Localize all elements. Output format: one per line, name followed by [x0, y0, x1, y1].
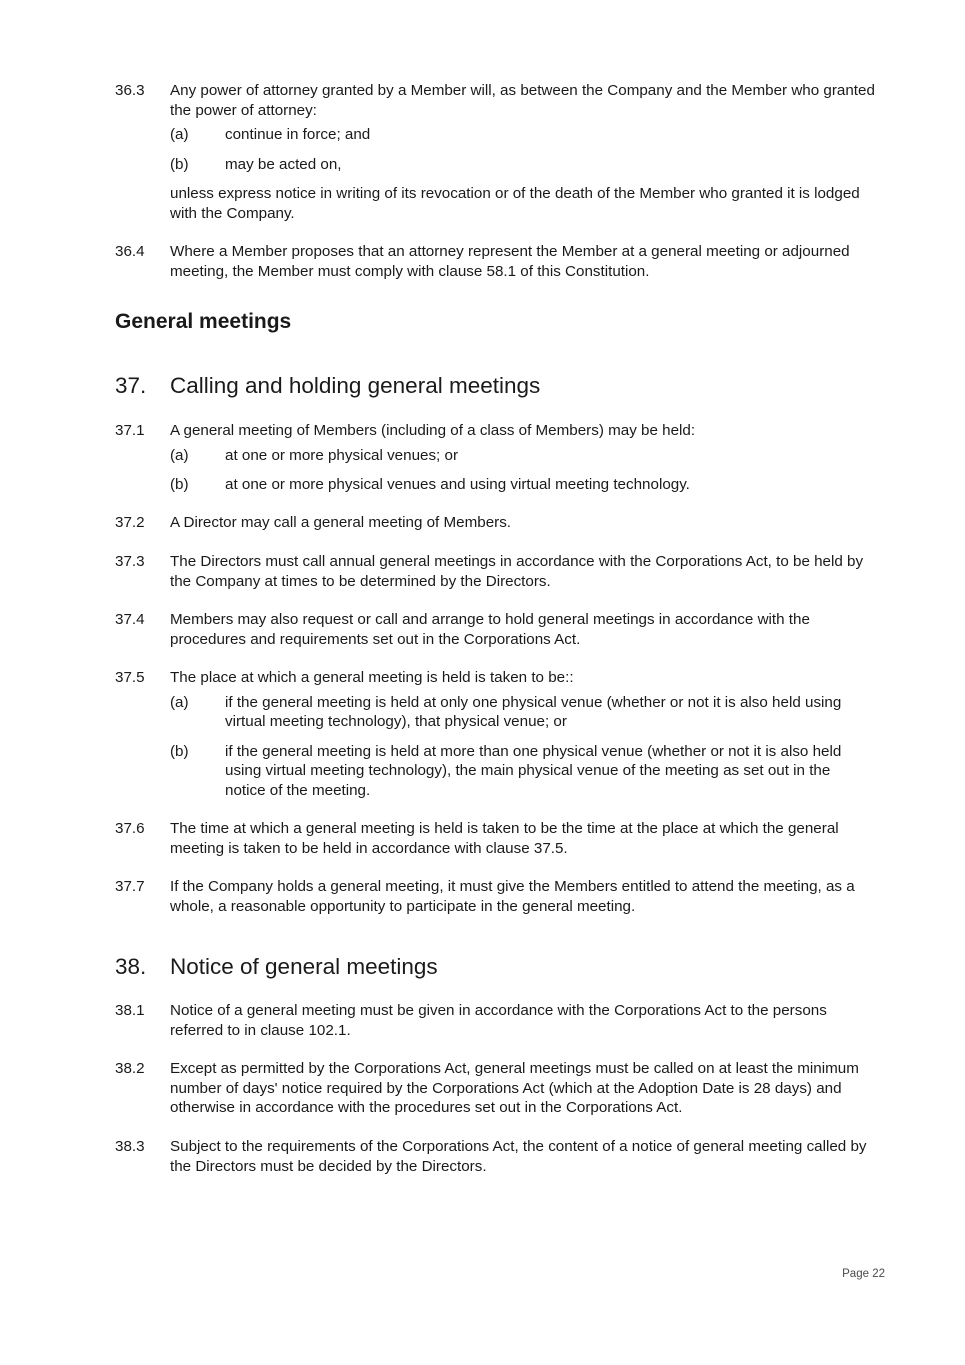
heading-number: 38. [115, 954, 147, 979]
clause-36-4 [115, 242, 875, 281]
clause-37-2 [115, 513, 875, 533]
clause-text: Members may also request or call and arrange to hold general meetings in accordance with the procedures and requirements set out in the Corporations Act. [170, 611, 810, 648]
clause-heading-38 [115, 953, 438, 981]
item-label: (a) [170, 126, 189, 143]
clause-37-3 [115, 552, 875, 591]
item-text: if the general meeting is held at more than one physical venue (whether or not it is also held using virtual meeting technology), the main physical venue of the meeting as set out in the notice of the meeting. [225, 742, 842, 799]
page-number: Page 22 [842, 1268, 885, 1280]
clause-38-3 [115, 1137, 875, 1176]
list-item [170, 125, 875, 145]
item-text: may be acted on, [225, 155, 342, 173]
clause-text: The Directors must call annual general meetings in accordance with the Corporations Act, to be held by the Company at times to be determined by the Directors. [170, 553, 864, 590]
clause-text: Except as permitted by the Corporations Act, general meetings must be called on at least the minimum number of days' notice required by the Corporations Act (which at the Adoption Date is 28 days) and otherwise in accordance with the procedures set out in the Corporations Act. [170, 1060, 859, 1116]
section-heading: General meetings [115, 310, 292, 333]
heading-number: 37. [115, 373, 147, 398]
clause-text: Notice of a general meeting must be given in accordance with the Corporations Act to the persons referred to in clause 102.1. [170, 1002, 827, 1039]
clause-number: 38.3 [115, 1138, 145, 1155]
clause-37-5 [115, 668, 875, 800]
clause-38-1 [115, 1001, 875, 1040]
clause-36-3 [115, 81, 875, 223]
clause-37-1 [115, 421, 875, 495]
clause-text: Any power of attorney granted by a Member will, as between the Company and the Member who granted the power of attorney: [170, 82, 875, 119]
list-item [170, 446, 875, 466]
clause-number: 37.4 [115, 611, 145, 628]
clause-text: The time at which a general meeting is held is taken to be the time at the place at which the general meeting is taken to be held in accordance with clause 37.5. [170, 820, 839, 857]
clause-number: 37.3 [115, 553, 145, 570]
clause-37-6 [115, 819, 875, 858]
clause-number: 37.2 [115, 514, 145, 531]
item-label: (a) [170, 693, 189, 711]
clause-text: Subject to the requirements of the Corporations Act, the content of a notice of general meeting called by the Directors must be decided by the Directors. [170, 1138, 867, 1175]
clause-number: 37.1 [115, 422, 145, 439]
clause-text: A general meeting of Members (including of a class of Members) may be held: [170, 422, 696, 439]
clause-text: A Director may call a general meeting of Members. [170, 514, 512, 531]
list-item [170, 693, 875, 732]
list-item [170, 155, 875, 175]
heading-title: Notice of general meetings [170, 954, 438, 979]
clause-number: 36.4 [115, 243, 145, 260]
clause-37-4 [115, 610, 875, 649]
clause-text: The place at which a general meeting is held is taken to be:: [170, 669, 574, 686]
item-label: (b) [170, 155, 189, 173]
list-item [170, 475, 875, 495]
clause-number: 37.5 [115, 669, 145, 686]
clause-number: 36.3 [115, 82, 145, 99]
clause-number: 38.2 [115, 1060, 145, 1077]
item-label: (a) [170, 446, 189, 464]
clause-text: Where a Member proposes that an attorney represent the Member at a general meeting or adjourned meeting, the Member must comply with clause 58.1 of this Constitution. [170, 243, 850, 280]
item-text: if the general meeting is held at only one physical venue (whether or not it is also held using virtual meeting technology), that physical venue; or [225, 693, 842, 730]
clause-number: 38.1 [115, 1002, 145, 1019]
item-label: (b) [170, 476, 189, 493]
item-text: continue in force; and [225, 126, 371, 143]
clause-text: If the Company holds a general meeting, it must give the Members entitled to attend the meeting, as a whole, a reasonable opportunity to participate in the general meeting. [170, 878, 855, 915]
clause-heading-37 [115, 372, 540, 400]
clause-number: 37.7 [115, 878, 145, 895]
clause-continuation: unless express notice in writing of its revocation or of the death of the Member who granted it is lodged with the Company. [170, 185, 860, 222]
item-label: (b) [170, 742, 189, 760]
list-item [170, 742, 875, 801]
clause-38-2 [115, 1059, 875, 1118]
clause-number: 37.6 [115, 820, 145, 837]
item-text: at one or more physical venues; or [225, 446, 458, 464]
heading-title: Calling and holding general meetings [170, 373, 541, 398]
clause-37-7 [115, 877, 875, 916]
item-text: at one or more physical venues and using virtual meeting technology. [225, 476, 690, 493]
